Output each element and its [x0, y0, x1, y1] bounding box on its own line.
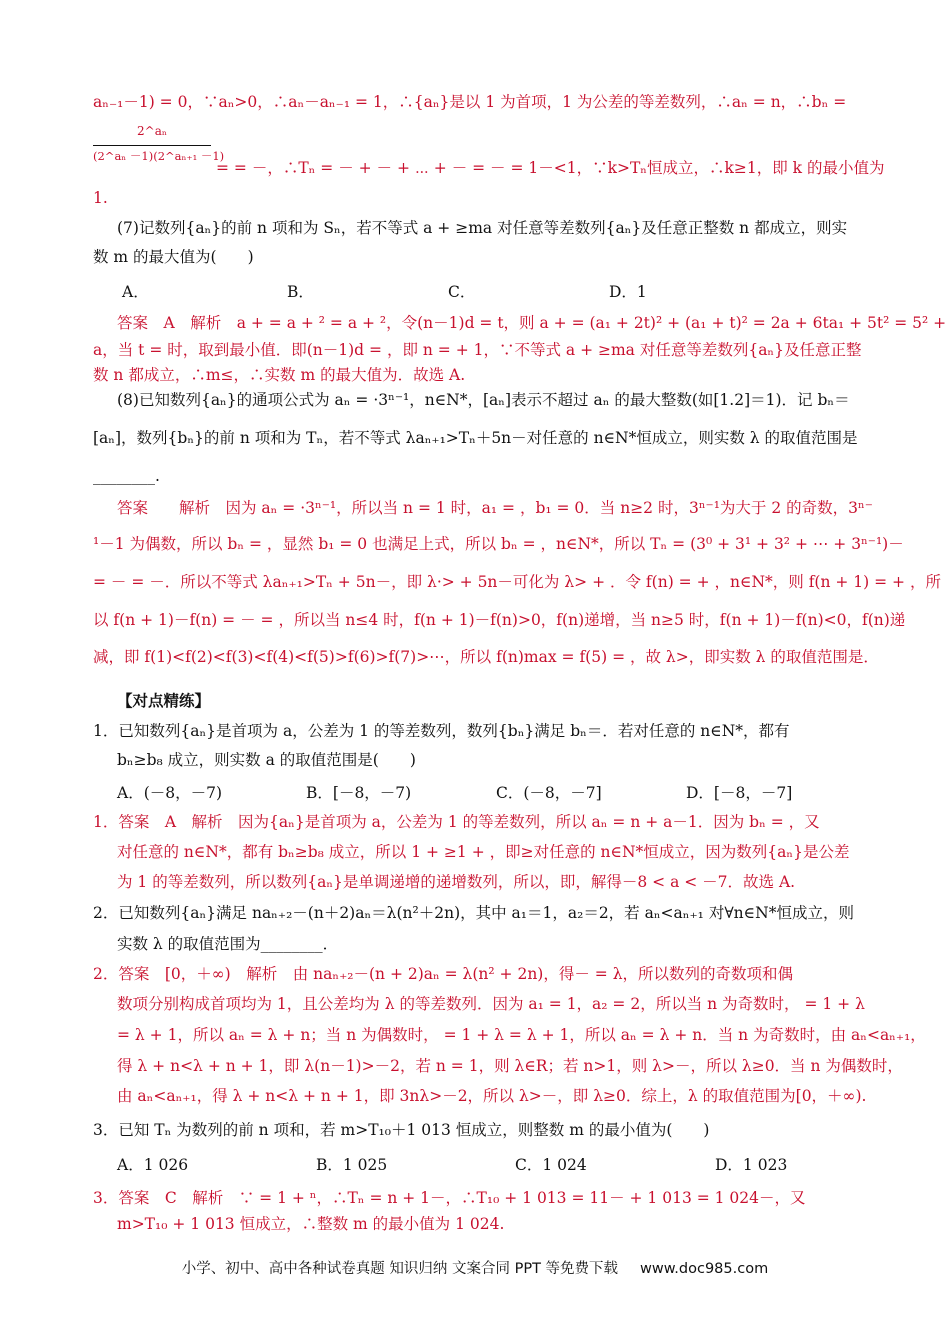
fraction-numerator: 2^aₙ: [137, 124, 168, 138]
solution-1-cont: 对任意的 n∈N*，都有 bₙ≥b₈ 成立，所以 1 + ≥1 + ，即≥对任意的 n∈N*恒成立，因为数列{aₙ}是公差: [117, 843, 850, 861]
fraction-denominator: (2^aₙ －1)(2^aₙ₊₁ －1): [93, 149, 225, 163]
problem-2-cont: 实数 λ 的取值范围为________．: [117, 935, 339, 953]
answer-7-cont: a，当 t = 时，取到最小值．即(n－1)d = ，即 n = + 1，∵不等式 a + ≥ma 对任意等差数列{aₙ}及任意正整: [93, 341, 862, 359]
problem-1: 1．已知数列{aₙ}是首项为 a，公差为 1 的等差数列，数列{bₙ}满足 bₙ＝．若对任意的 n∈N*，都有: [93, 722, 790, 740]
text-line: = = －，∴Tₙ = － + － + ⋯ + － = － = 1－<1，∵k>Tₙ恒成立，∴k≥1，即 k 的最小值为: [216, 159, 885, 177]
solution-1-cont: 为 1 的等差数列，所以数列{aₙ}是单调递增的递增数列，所以，即，解得－8 < a < －7．故选 A.: [117, 873, 796, 891]
answer-8: 答案 解析 因为 aₙ = ·3ⁿ⁻¹，所以当 n = 1 时，a₁ = ，b₁ = 0．当 n≥2 时，3ⁿ⁻¹为大于 2 的奇数，3ⁿ⁻: [117, 499, 873, 517]
answer-7: 答案 A 解析 a + = a + ² = a + ²，令(n－1)d = t，则 a + = (a₁ + 2t)² + (a₁ + t)² = 2a + 6ta₁ + 5t² = 5² +: [117, 314, 947, 332]
option-c: C．: [448, 283, 476, 301]
option-c: C．(－8，－7]: [496, 784, 602, 802]
option-a: A．(－8，－7): [117, 784, 223, 802]
answer-8-cont: = － = －．所以不等式 λaₙ₊₁>Tₙ + 5n－，即 λ·> + 5n－可化为 λ> + ．令 f(n) = + ，n∈N*，则 f(n + 1) = + ，所: [93, 573, 941, 591]
option-c: C．1 024: [515, 1156, 587, 1174]
page-footer: [0, 1257, 950, 1278]
solution-2-cont: = λ + 1，所以 aₙ = λ + n；当 n 为偶数时， = 1 + λ = λ + 1，所以 aₙ = λ + n．当 n 为奇数时，由 aₙ<aₙ₊₁，: [117, 1026, 926, 1044]
question-8-cont: [aₙ]，数列{bₙ}的前 n 项和为 Tₙ，若不等式 λaₙ₊₁>Tₙ＋5n－对任意的 n∈N*恒成立，则实数 λ 的取值范围是: [93, 429, 858, 447]
solution-2-cont: 数项分别构成首项均为 1，且公差均为 λ 的等差数列．因为 a₁ = 1，a₂ = 2，所以当 n 为奇数时， = 1 + λ: [117, 995, 865, 1013]
footer-url[interactable]: www.doc985.com: [640, 1261, 769, 1277]
option-d: D．1: [609, 283, 647, 301]
section-title: 【对点精练】: [117, 691, 211, 710]
option-b: B．[－8，－7): [306, 784, 412, 802]
question-7: (7)记数列{aₙ}的前 n 项和为 Sₙ，若不等式 a + ≥ma 对任意等差数列{aₙ}及任意正整数 n 都成立，则实: [117, 219, 848, 237]
question-7-cont: 数 m 的最大值为( ): [93, 248, 254, 266]
problem-2: 2．已知数列{aₙ}满足 naₙ₊₂－(n＋2)aₙ＝λ(n²＋2n)，其中 a₁＝1，a₂＝2，若 aₙ<aₙ₊₁ 对∀n∈N*恒成立，则: [93, 904, 854, 922]
answer-8-cont: ¹－1 为偶数，所以 bₙ = ，显然 b₁ = 0 也满足上式，所以 bₙ = ，n∈N*，所以 Tₙ = (3⁰ + 3¹ + 3² + ⋯ + 3ⁿ⁻¹)－: [93, 535, 904, 553]
option-b: B．1 025: [316, 1156, 388, 1174]
option-d: D．[－8，－7]: [686, 784, 793, 802]
solution-2: 2．答案 [0，＋∞) 解析 由 naₙ₊₂－(n + 2)aₙ = λ(n² + 2n)，得－ = λ，所以数列的奇数项和偶: [93, 965, 794, 983]
problem-3: 3．已知 Tₙ 为数列的前 n 项和，若 m>T₁₀＋1 013 恒成立，则整数 m 的最小值为( ): [93, 1121, 710, 1139]
fraction-bar: [93, 145, 211, 146]
footer-text: 小学、初中、高中各种试卷真题 知识归纳 文案合同 PPT 等免费下载: [181, 1261, 619, 1277]
question-8: (8)已知数列{aₙ}的通项公式为 aₙ = ·3ⁿ⁻¹，n∈N*，[aₙ]表示不超过 aₙ 的最大整数(如[1.2]＝1)．记 bₙ＝: [117, 391, 850, 409]
answer-7-cont: 数 n 都成立，∴m≤，∴实数 m 的最大值为．故选 A.: [93, 366, 466, 384]
option-a: A．: [122, 283, 149, 301]
text-line: aₙ₋₁－1) = 0，∵aₙ>0，∴aₙ－aₙ₋₁ = 1，∴{aₙ}是以 1 为首项，1 为公差的等差数列，∴aₙ = n，∴bₙ =: [93, 93, 847, 111]
option-d: D．1 023: [715, 1156, 788, 1174]
fraction: [93, 124, 225, 168]
problem-1-cont: bₙ≥b₈ 成立，则实数 a 的取值范围是( ): [117, 751, 416, 769]
option-b: B．: [287, 283, 314, 301]
solution-2-cont: 由 aₙ<aₙ₊₁，得 λ + n<λ + n + 1，即 3nλ>－2，所以 λ>－，即 λ≥0．综上，λ 的取值范围为[0，＋∞).: [117, 1087, 867, 1105]
answer-8-cont: 以 f(n + 1)－f(n) = － = ，所以当 n≤4 时，f(n + 1)－f(n)>0，f(n)递增，当 n≥5 时，f(n + 1)－f(n)<0，f(n)递: [93, 611, 906, 629]
option-a: A．1 026: [117, 1156, 189, 1174]
solution-3-cont: m>T₁₀ + 1 013 恒成立，∴整数 m 的最小值为 1 024.: [117, 1215, 505, 1233]
solution-3: 3．答案 C 解析 ∵ = 1 + ⁿ，∴Tₙ = n + 1－，∴T₁₀ + 1 013 = 11－ + 1 013 = 1 024－，又: [93, 1189, 806, 1207]
text-line: 1.: [93, 189, 108, 207]
solution-1: 1．答案 A 解析 因为{aₙ}是首项为 a，公差为 1 的等差数列，所以 aₙ = n + a－1．因为 bₙ = ，又: [93, 813, 820, 831]
question-8-cont: ________.: [93, 467, 160, 485]
answer-8-cont: 减，即 f(1)<f(2)<f(3)<f(4)<f(5)>f(6)>f(7)>⋯，所以 f(n)max = f(5) = ，故 λ>，即实数 λ 的取值范围是．: [93, 648, 879, 666]
solution-2-cont: 得 λ + n<λ + n + 1，即 λ(n－1)>－2，若 n = 1，则 λ∈R；若 n>1，则 λ>－，所以 λ≥0．当 n 为偶数时，: [117, 1057, 903, 1075]
